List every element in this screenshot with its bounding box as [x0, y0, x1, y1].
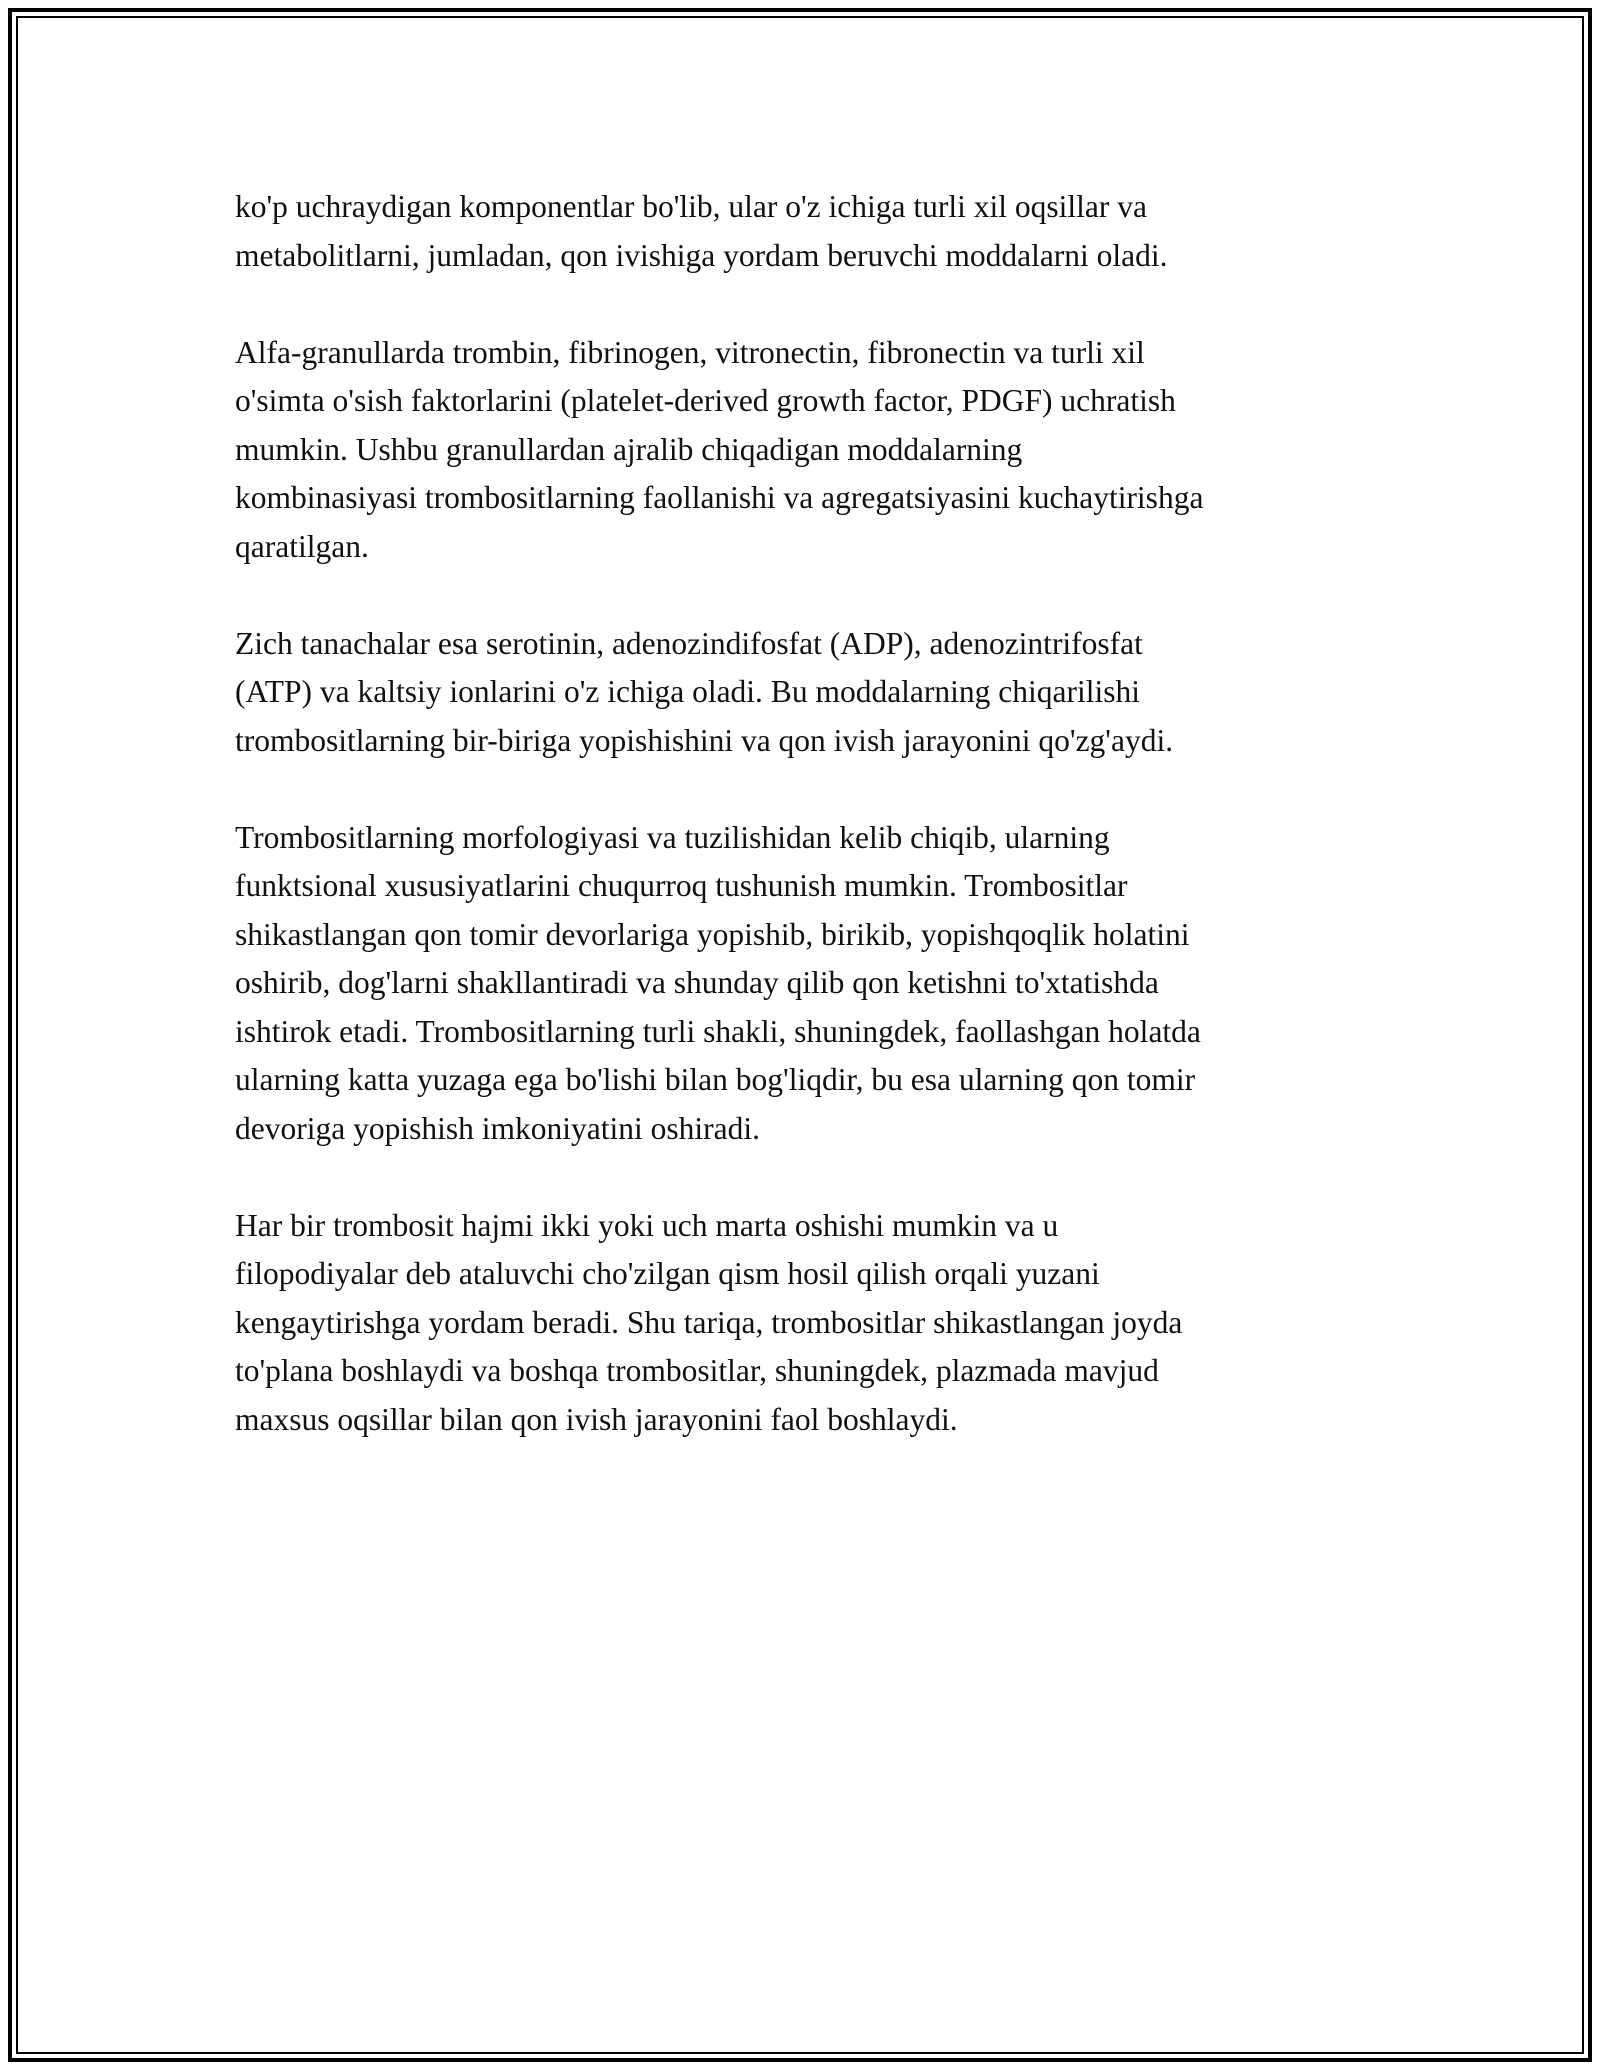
paragraph: Trombositlarning morfologiyasi va tuzilishidan kelib chiqib, ularning funktsional xususiyatlarini chuqurroq tushunish mumkin. Trombositlar shikastlangan qon tomir devorlariga yopishib, birikib, yopishqoqlik holatini oshirib, dog'larni shakllantiradi va shunday qilib qon ketishni to'xtatishda ishtirok etadi. Trombositlarning turli shakli, shuningdek, faollashgan holatda ularning katta yuzaga ega bo'lishi bilan bog'liqdir, bu esa ularning qon tomir devoriga yopishish imkoniyatini oshiradi.: [235, 819, 1201, 1146]
paragraph: Har bir trombosit hajmi ikki yoki uch marta oshishi mumkin va u filopodiyalar deb ataluvchi cho'zilgan qism hosil qilish orqali yuzani kengaytirishga yordam beradi. Shu tariqa, trombositlar shikastlangan joyda to'plana boshlaydi va boshqa trombositlar, shuningdek, plazmada mavjud maxsus oqsillar bilan qon ivish jarayonini faol boshlaydi.: [235, 1207, 1183, 1437]
paragraph: Alfa-granullarda trombin, fibrinogen, vitronectin, fibronectin va turli xil o'simta o'sish faktorlarini (platelet-derived growth factor, PDGF) uchratish mumkin. Ushbu granullardan ajralib chiqadigan moddalarning kombinasiyasi trombositlarning faollanishi va agregatsiyasini kuchaytirishga qaratilgan.: [235, 334, 1204, 564]
paragraph: Zich tanachalar esa serotinin, adenozindifosfat (ADP), adenozintrifosfat (ATP) va kaltsiy ionlarini o'z ichiga oladi. Bu moddalarning chiqarilishi trombositlarning bir-biriga yopishishini va qon ivish jarayonini qo'zg'aydi.: [235, 625, 1174, 758]
document-body: [235, 183, 1385, 1493]
paragraph: ko'p uchraydigan komponentlar bo'lib, ular o'z ichiga turli xil oqsillar va metabolitlarni, jumladan, qon ivishiga yordam beruvchi moddalarni oladi.: [235, 189, 1168, 273]
